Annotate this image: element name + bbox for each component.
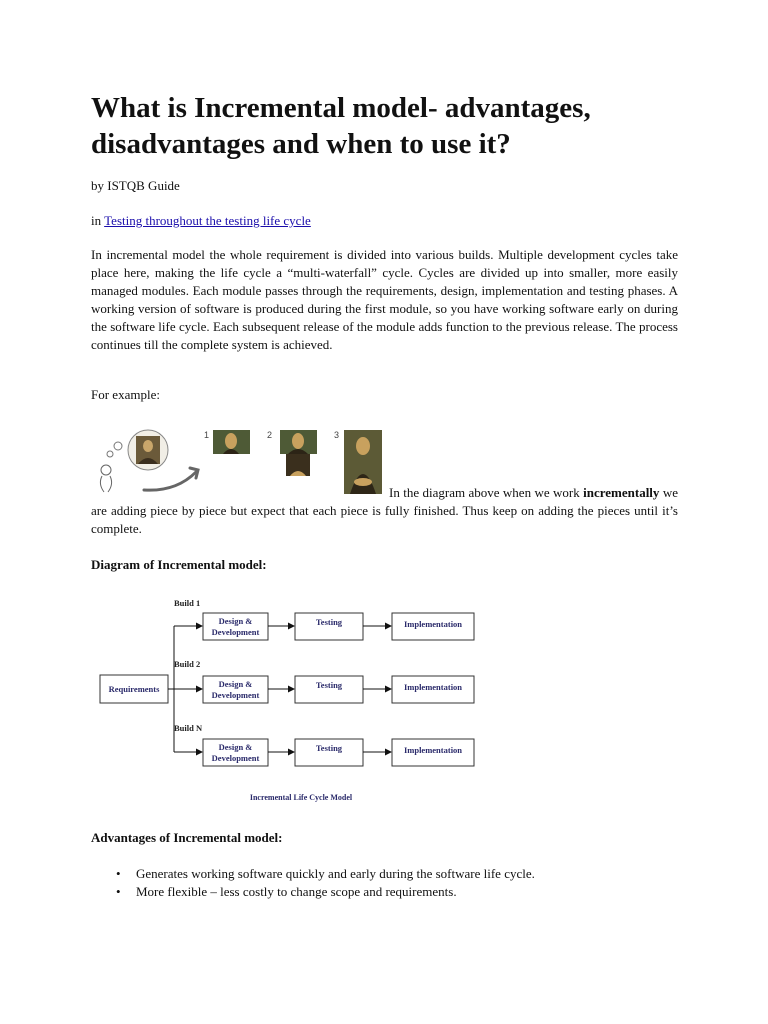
build-1-design-box <box>203 613 268 640</box>
advantage-text: Generates working software quickly and early during the software life cycle. <box>136 866 535 881</box>
svg-text:Development: Development <box>211 753 260 763</box>
example-text-rest: we are adding piece by piece but expect that each piece is fully finished. Thus keep on adding the pieces until it’s complete. <box>91 485 678 536</box>
incremental-model-diagram <box>96 592 488 808</box>
svg-text:Development: Development <box>211 627 260 637</box>
example-text-lead: In the diagram above when we work <box>389 485 584 500</box>
svg-text:Design &: Design & <box>218 616 253 626</box>
advantages-heading: Advantages of Incremental model: <box>91 830 283 845</box>
svg-text:Testing: Testing <box>315 617 343 627</box>
build-2-implementation-box <box>392 676 474 703</box>
diagram-caption: Incremental Life Cycle Model <box>249 793 353 802</box>
example-step-2: 2 <box>267 430 273 440</box>
advantages-list <box>91 865 678 901</box>
build-1-implementation-box <box>392 613 474 640</box>
svg-text:Implementation: Implementation <box>403 682 463 692</box>
svg-text:Implementation: Implementation <box>403 745 463 755</box>
build-n-testing-box <box>295 739 363 766</box>
build-1-label: Build 1 <box>174 598 201 608</box>
advantage-text: More flexible – less costly to change scope and requirements. <box>136 884 457 899</box>
example-text-bold: incrementally <box>583 485 660 500</box>
page-title: What is Incremental model- advantages, disadvantages and when to use it? <box>91 92 591 160</box>
svg-text:Testing: Testing <box>315 743 343 753</box>
diagram-heading: Diagram of Incremental model: <box>91 557 267 572</box>
byline: by ISTQB Guide <box>91 178 180 193</box>
bullet-icon: • <box>116 884 121 899</box>
category-link[interactable]: Testing throughout the testing life cycle <box>104 213 311 228</box>
example-step-1: 1 <box>204 430 210 440</box>
example-paragraph <box>91 484 678 538</box>
build-2-design-box <box>203 676 268 703</box>
build-n-label: Build N <box>174 723 203 733</box>
painting-piece-2 <box>280 430 317 476</box>
painting-piece-1 <box>213 430 250 454</box>
svg-text:Requirements: Requirements <box>108 684 160 694</box>
example-step-3: 3 <box>334 430 340 440</box>
bullet-icon: • <box>116 866 121 881</box>
build-n-implementation-box <box>392 739 474 766</box>
build-2-label: Build 2 <box>174 659 201 669</box>
svg-text:Design &: Design & <box>218 679 253 689</box>
build-1-testing-box <box>295 613 363 640</box>
list-item <box>91 865 678 883</box>
build-n-design-box <box>203 739 268 766</box>
example-label: For example: <box>91 387 160 402</box>
requirements-box <box>100 675 168 703</box>
category-line <box>91 212 311 230</box>
svg-text:Design &: Design & <box>218 742 253 752</box>
build-2-testing-box <box>295 676 363 703</box>
thought-bubble-icon <box>107 430 168 470</box>
svg-text:Development: Development <box>211 690 260 700</box>
intro-paragraph: In incremental model the whole requirement is divided into various builds. Multiple development cycles take place here, making the life cycle a “multi-waterfall” cycle. Cycles are divided up into smaller, more easily managed modules. Each module passes through the requirements, design, implementation and testing phases. A working version of software is produced during the first module, so you have working software early on during the software life cycle. Each subsequent release of the module adds function to the previous release. The process continues till the complete system is achieved. <box>91 247 678 352</box>
svg-text:Implementation: Implementation <box>403 619 463 629</box>
category-prefix: in <box>91 213 105 228</box>
svg-text:Testing: Testing <box>315 680 343 690</box>
list-item <box>91 883 678 901</box>
